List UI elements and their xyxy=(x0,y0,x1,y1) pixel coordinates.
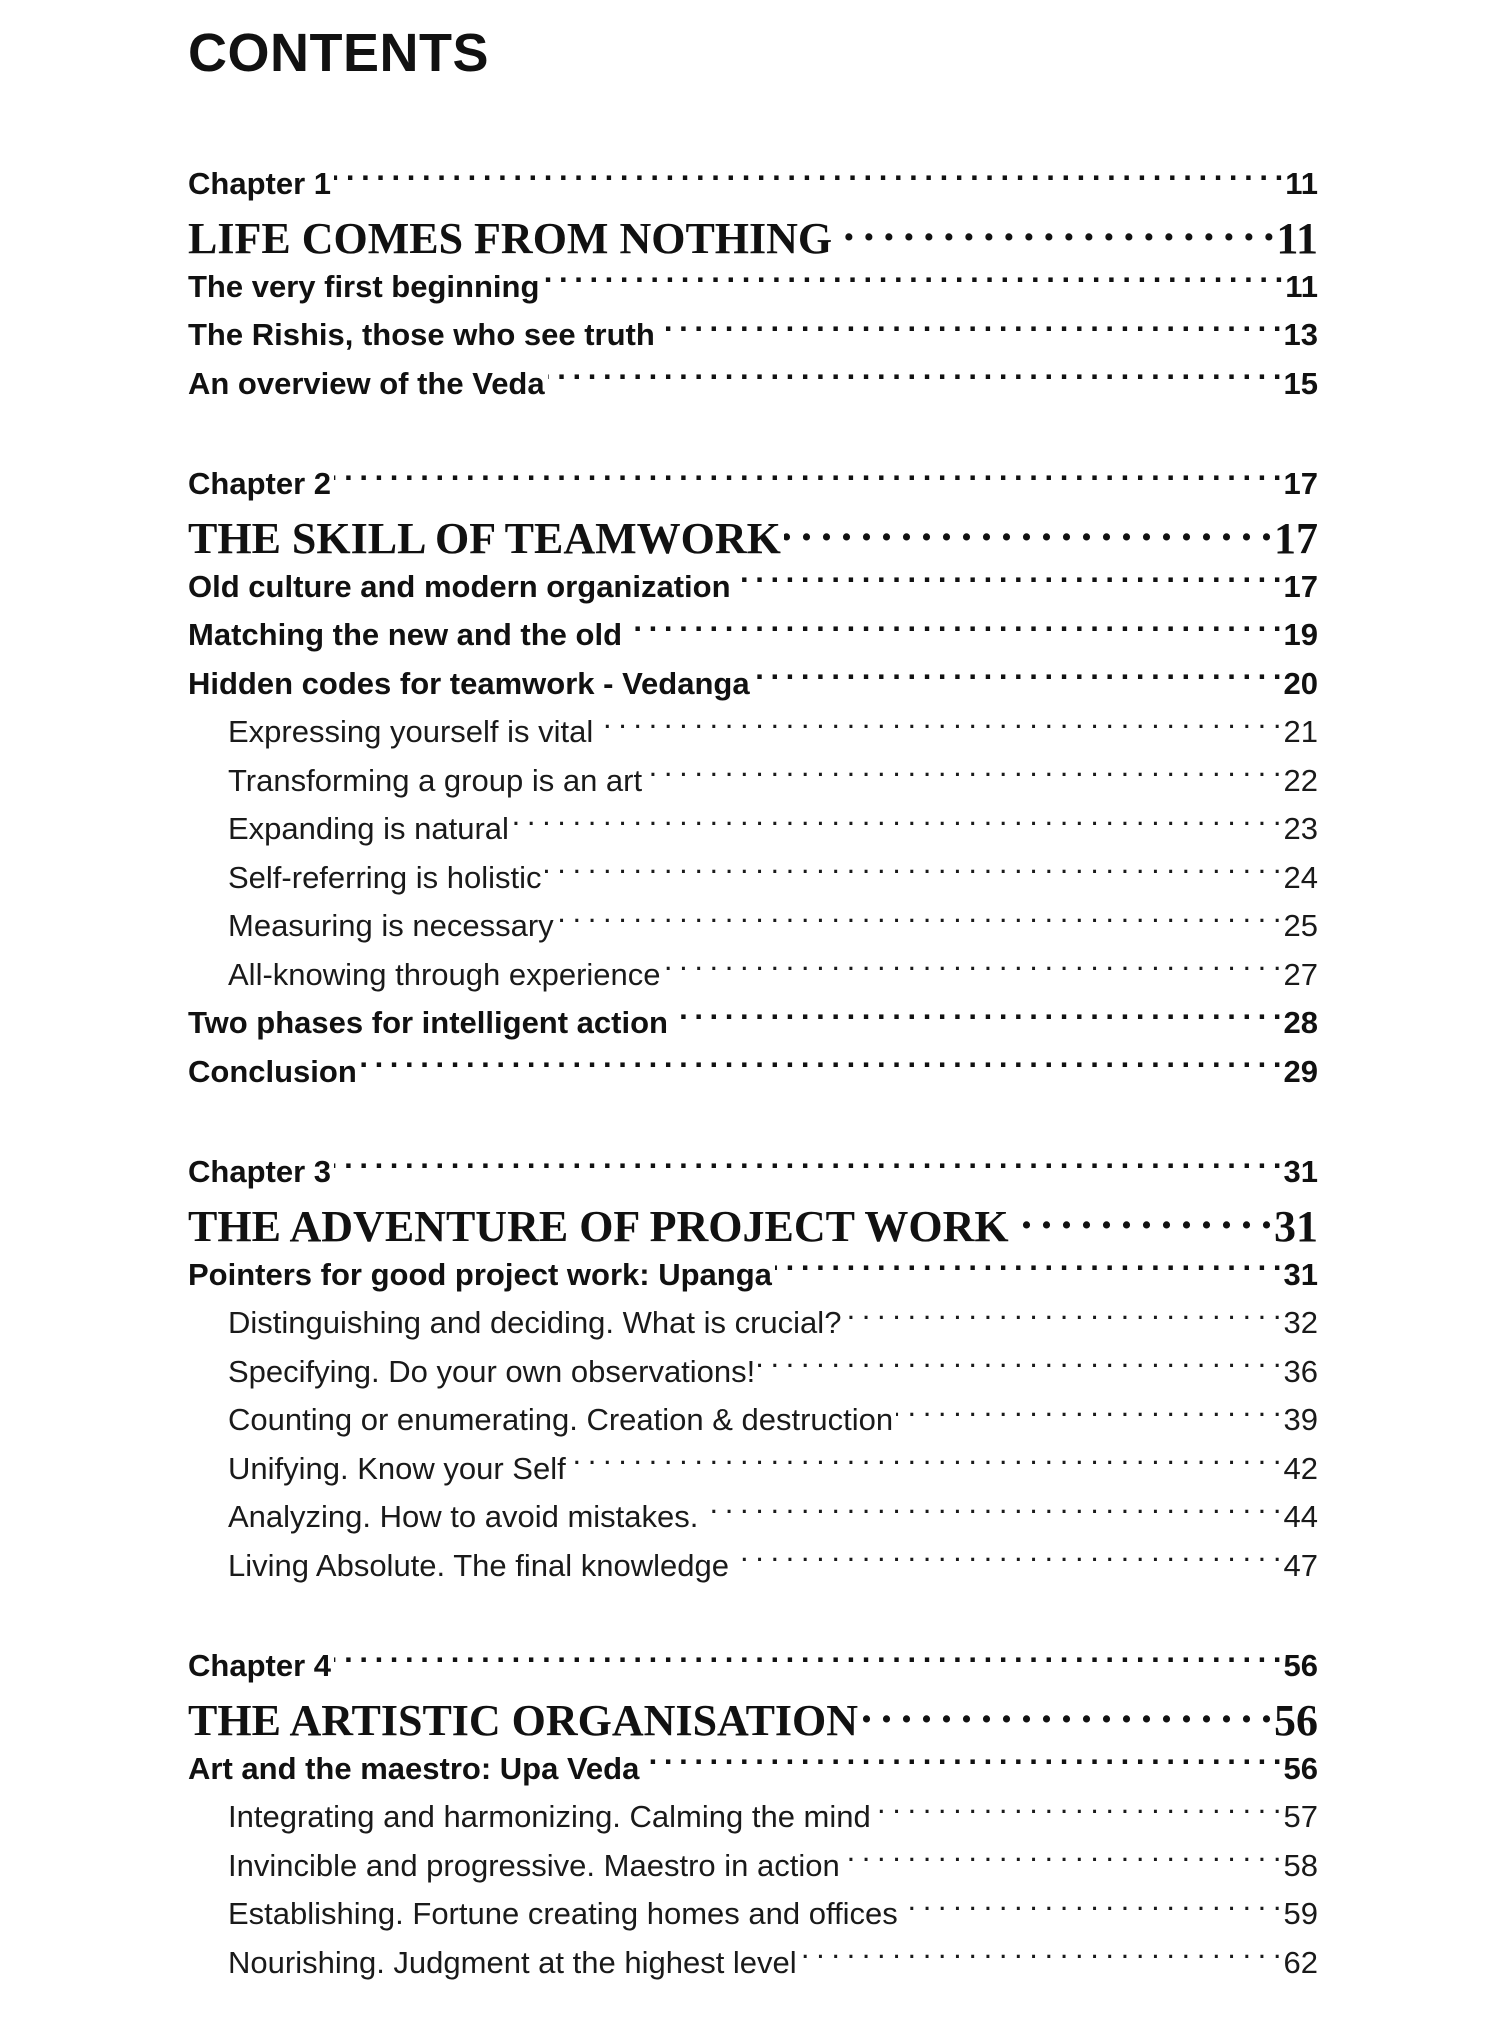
dot-leader xyxy=(843,1845,1281,1876)
toc-entry-label: Analyzing. How to avoid mistakes. xyxy=(228,1499,699,1534)
toc-entry-page-number: 23 xyxy=(1283,811,1318,846)
dot-leader xyxy=(645,760,1280,791)
dot-leader xyxy=(545,857,1281,888)
toc-entry-chapter xyxy=(188,160,1318,209)
dot-leader xyxy=(732,1545,1281,1576)
toc-entry-page-number: 42 xyxy=(1283,1450,1318,1486)
toc-entry-heading xyxy=(188,1251,1318,1300)
toc-entry-label: Establishing. Fortune creating homes and offices xyxy=(228,1896,898,1931)
toc-entry-page-number: 19 xyxy=(1283,617,1318,652)
dot-leader xyxy=(360,1051,1281,1082)
toc-entry-label: Chapter 3 xyxy=(188,1154,331,1189)
toc-entry-sub xyxy=(188,1793,1318,1842)
toc-entry-page-number: 47 xyxy=(1283,1547,1318,1583)
toc-entry-sub xyxy=(188,1396,1318,1445)
dot-leader xyxy=(569,1448,1281,1479)
toc-entry-label: Chapter 2 xyxy=(188,466,331,501)
toc-entry-label: Self-referring is holistic xyxy=(228,859,542,895)
toc-entry-chapter xyxy=(188,1642,1318,1691)
toc-entry-heading xyxy=(188,563,1318,612)
dot-leader xyxy=(334,1645,1281,1676)
toc-entry-label: Specifying. Do your own observations! xyxy=(228,1353,756,1389)
toc-entry-page-number: 58 xyxy=(1283,1847,1318,1883)
toc-entry-sub xyxy=(188,1842,1318,1891)
toc-entry-page-number: 17 xyxy=(1283,466,1318,501)
toc-entry-page-number: 24 xyxy=(1283,859,1318,895)
toc-entry-label: Pointers for good project work: Upanga xyxy=(188,1256,772,1292)
toc-entry-sub xyxy=(188,757,1318,806)
toc-entry-page-number: 21 xyxy=(1283,714,1318,749)
toc-entry-label: THE ADVENTURE OF PROJECT WORK xyxy=(188,1201,1009,1251)
toc-entry-label: Measuring is necessary xyxy=(228,908,554,943)
toc-entry-sub xyxy=(188,951,1318,1000)
toc-entry-label: The Rishis, those who see truth xyxy=(188,317,655,352)
toc-entry-page-number: 17 xyxy=(1274,513,1318,563)
toc-entry-heading xyxy=(188,1745,1318,1794)
toc-entry-page-number: 39 xyxy=(1283,1402,1318,1437)
toc-entry-heading xyxy=(188,360,1318,409)
toc-entry-sub xyxy=(188,1299,1318,1348)
dot-leader xyxy=(596,711,1280,742)
toc-entry-sub xyxy=(188,1939,1318,1988)
toc-entry-major xyxy=(188,1691,1318,1745)
toc-entry-page-number: 32 xyxy=(1283,1305,1318,1340)
dot-leader xyxy=(1012,1197,1271,1241)
toc-entry-sub xyxy=(188,708,1318,757)
dot-leader xyxy=(844,1302,1280,1333)
toc-entry-label: Chapter 4 xyxy=(188,1648,331,1683)
toc-entry-page-number: 22 xyxy=(1283,762,1318,798)
toc-entry-page-number: 28 xyxy=(1283,1005,1318,1040)
dot-leader xyxy=(334,463,1281,494)
toc-entry-major xyxy=(188,509,1318,563)
toc-entry-label: Expressing yourself is vital xyxy=(228,714,594,749)
dot-leader xyxy=(758,1351,1280,1382)
toc-entry-label: Nourishing. Judgment at the highest level xyxy=(228,1944,797,1980)
toc-entry-label: Counting or enumerating. Creation & destruction xyxy=(228,1402,894,1437)
toc-entry-label: The very first beginning xyxy=(188,268,540,304)
toc-entry-page-number: 20 xyxy=(1283,665,1318,701)
toc-entry-heading xyxy=(188,611,1318,660)
toc-entry-heading xyxy=(188,311,1318,360)
dot-leader xyxy=(800,1942,1281,1973)
toc-entry-page-number: 25 xyxy=(1283,908,1318,943)
toc-entry-label: An overview of the Veda xyxy=(188,365,545,401)
toc-entry-label: All-knowing through experience xyxy=(228,956,661,992)
table-of-contents xyxy=(188,160,1318,2039)
toc-entry-sub xyxy=(188,1493,1318,1542)
toc-entry-page-number: 29 xyxy=(1283,1053,1318,1089)
toc-entry-page-number: 44 xyxy=(1283,1499,1318,1534)
toc-entry-page-number: 31 xyxy=(1274,1201,1318,1251)
toc-section xyxy=(188,1642,1318,1987)
toc-entry-page-number: 11 xyxy=(1285,268,1318,304)
toc-entry-label: Chapter 1 xyxy=(188,166,331,201)
toc-entry-sub xyxy=(188,1890,1318,1939)
toc-entry-sub xyxy=(188,902,1318,951)
dot-leader xyxy=(642,1748,1280,1779)
toc-entry-label: Unifying. Know your Self xyxy=(228,1450,566,1486)
toc-entry-page-number: 11 xyxy=(1276,213,1318,263)
toc-entry-label: Hidden codes for teamwork - Vedanga xyxy=(188,665,750,701)
toc-entry-label: Distinguishing and deciding. What is crucial? xyxy=(228,1305,842,1340)
dot-leader xyxy=(664,954,1281,985)
toc-entry-label: THE SKILL OF TEAMWORK xyxy=(188,513,781,563)
toc-entry-page-number: 31 xyxy=(1283,1154,1318,1189)
toc-entry-page-number: 31 xyxy=(1283,1256,1318,1292)
toc-entry-label: Art and the maestro: Upa Veda xyxy=(188,1750,640,1786)
dot-leader xyxy=(835,209,1273,253)
dot-leader xyxy=(753,663,1281,694)
dot-leader xyxy=(557,905,1281,936)
page-title: CONTENTS xyxy=(188,23,489,83)
toc-entry-heading xyxy=(188,1048,1318,1097)
dot-leader xyxy=(701,1496,1280,1527)
dot-leader xyxy=(658,314,1281,345)
toc-entry-label: Old culture and modern organization xyxy=(188,568,731,604)
toc-entry-label: Living Absolute. The final knowledge xyxy=(228,1547,729,1583)
toc-entry-sub xyxy=(188,1542,1318,1591)
dot-leader xyxy=(896,1399,1280,1430)
dot-leader xyxy=(874,1796,1281,1827)
toc-entry-chapter xyxy=(188,1148,1318,1197)
toc-section xyxy=(188,460,1318,1096)
toc-entry-label: Integrating and harmonizing. Calming the mind xyxy=(228,1799,871,1834)
dot-leader xyxy=(548,363,1281,394)
toc-entry-label: Two phases for intelligent action xyxy=(188,1005,668,1040)
toc-entry-label: THE ARTISTIC ORGANISATION xyxy=(188,1695,859,1745)
toc-entry-label: Invincible and progressive. Maestro in action xyxy=(228,1847,840,1883)
toc-entry-sub xyxy=(188,805,1318,854)
toc-entry-label: Transforming a group is an art xyxy=(228,762,643,798)
dot-leader xyxy=(734,566,1281,597)
toc-entry-label: Matching the new and the old xyxy=(188,617,622,652)
toc-entry-chapter xyxy=(188,460,1318,509)
toc-entry-heading xyxy=(188,660,1318,709)
toc-entry-page-number: 27 xyxy=(1283,956,1318,992)
toc-entry-major xyxy=(188,209,1318,263)
dot-leader xyxy=(334,1151,1281,1182)
toc-entry-label: Conclusion xyxy=(188,1053,357,1089)
toc-section xyxy=(188,1148,1318,1590)
toc-entry-page-number: 11 xyxy=(1285,166,1318,201)
toc-entry-label: LIFE COMES FROM NOTHING xyxy=(188,213,833,263)
toc-entry-sub xyxy=(188,854,1318,903)
toc-entry-heading xyxy=(188,263,1318,312)
toc-entry-label: Expanding is natural xyxy=(228,811,509,846)
toc-entry-page-number: 56 xyxy=(1274,1695,1318,1745)
toc-entry-major xyxy=(188,1197,1318,1251)
toc-entry-heading xyxy=(188,999,1318,1048)
dot-leader xyxy=(671,1002,1281,1033)
toc-entry-page-number: 36 xyxy=(1283,1353,1318,1389)
dot-leader xyxy=(512,808,1281,839)
dot-leader xyxy=(542,266,1282,297)
toc-entry-page-number: 15 xyxy=(1283,365,1318,401)
toc-entry-page-number: 62 xyxy=(1283,1944,1318,1980)
dot-leader xyxy=(784,509,1271,553)
toc-entry-page-number: 56 xyxy=(1283,1648,1318,1683)
toc-entry-page-number: 56 xyxy=(1283,1750,1318,1786)
dot-leader xyxy=(901,1893,1281,1924)
dot-leader xyxy=(775,1254,1281,1285)
toc-entry-sub xyxy=(188,1348,1318,1397)
toc-entry-page-number: 17 xyxy=(1283,568,1318,604)
toc-entry-sub xyxy=(188,1445,1318,1494)
toc-entry-page-number: 57 xyxy=(1283,1799,1318,1834)
dot-leader xyxy=(334,163,1282,194)
dot-leader xyxy=(625,614,1281,645)
toc-entry-page-number: 13 xyxy=(1283,317,1318,352)
toc-section xyxy=(188,160,1318,408)
toc-entry-page-number: 59 xyxy=(1283,1896,1318,1931)
dot-leader xyxy=(861,1691,1271,1735)
